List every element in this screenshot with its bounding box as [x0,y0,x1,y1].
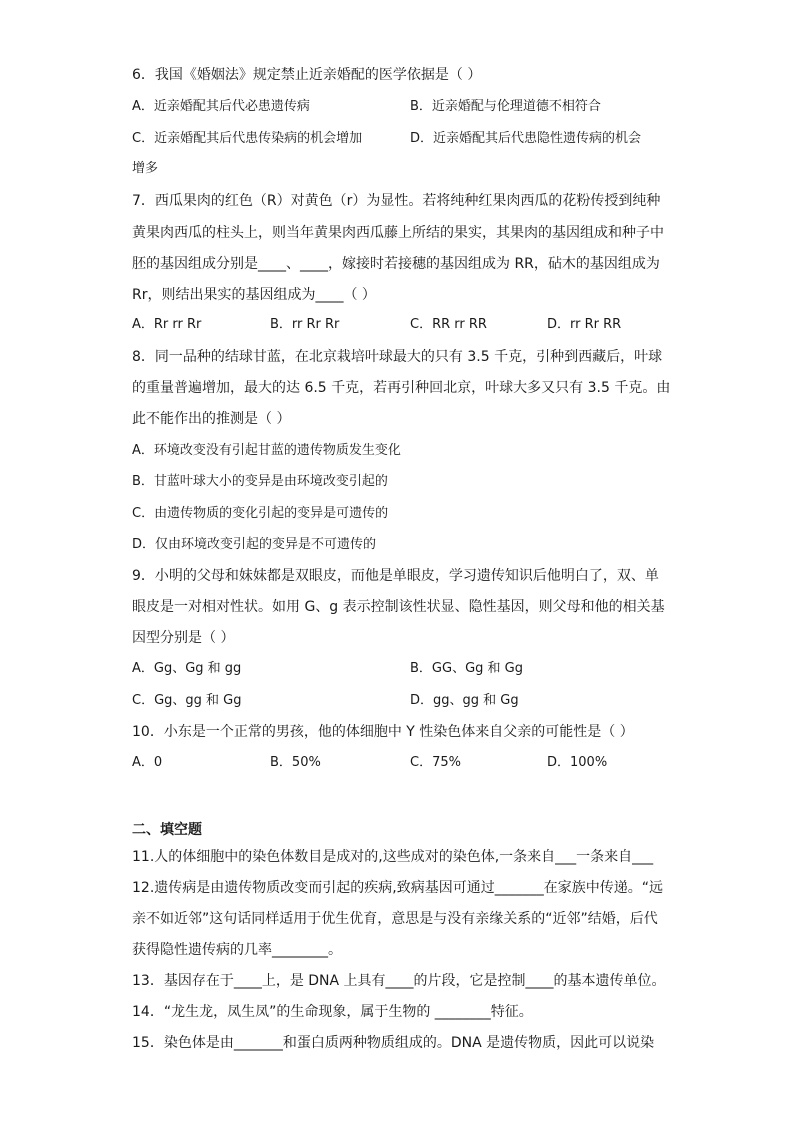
q6-option-b: B．近亲婚配与伦理道德不相符合 [410,99,601,114]
q8-stem-line3: 此不能作出的推测是（ ） [132,411,291,427]
q10-option-a: A．0 [132,755,163,770]
q8-option-a: A．环境改变没有引起甘蓝的遗传物质发生变化 [132,443,401,458]
q9-stem-line2: 眼皮是一对相对性状。如用 G、g 表示控制该性状显、隐性基因，则父母和他的相关基 [132,599,665,615]
q7-option-c: C．RR rr RR [410,317,487,332]
q6-option-d: D．近亲婚配其后代患隐性遗传病的机会 [410,131,642,146]
q7-option-a: A．Rr rr Rr [132,317,202,332]
q12-stem-line1: 12.遗传病是由遗传物质改变而引起的疾病,致病基因可通过_______在家族中传递。“远 [132,880,663,896]
q9-option-a: A．Gg、Gg 和 gg [132,661,242,676]
q7-option-b: B．rr Rr Rr [270,317,340,332]
section-title-fill-in: 二、填空题 [132,822,202,838]
q8-stem-line1: 8．同一品种的结球甘蓝，在北京栽培叶球最大的只有 3.5 千克，引种到西藏后，叶球 [132,349,663,365]
q8-stem-line2: 的重量普遍增加，最大的达 6.5 千克，若再引种回北京，叶球大多又只有 3.5 千克。由 [132,380,671,396]
q7-stem-line3: 胚的基因组成分别是____、____，嫁接时若接穗的基因组成为 RR，砧木的基因组成为 [132,256,660,272]
q15-stem-line1: 15．染色体是由_______和蛋白质两种物质组成的。DNA 是遗传物质，因此可以说染 [132,1035,655,1051]
q7-stem-line4: Rr，则结出果实的基因组成为____（ ） [132,287,376,303]
q9-option-c: C．Gg、gg 和 Gg [132,693,242,708]
q6-option-a: A．近亲婚配其后代必患遗传病 [132,99,310,114]
q12-stem-line3: 获得隐性遗传病的几率________。 [132,942,342,958]
q10-stem: 10．小东是一个正常的男孩，他的体细胞中 Y 性染色体来自父亲的可能性是（ ） [132,724,634,740]
q9-option-b: B．GG、Gg 和 Gg [410,661,523,676]
q7-option-d: D．rr Rr RR [547,317,622,332]
q10-option-c: C．75% [410,755,461,770]
q6-stem: 6．我国《婚姻法》规定禁止近亲婚配的医学依据是（ ） [132,67,482,83]
q9-option-d: D．gg、gg 和 Gg [410,693,519,708]
q7-stem-line2: 黄果肉西瓜的柱头上，则当年黄果肉西瓜藤上所结的果实，其果肉的基因组成和种子中 [132,225,664,241]
q8-option-c: C．由遗传物质的变化引起的变异是可遗传的 [132,506,389,521]
q12-stem-line2: 亲不如近邻”这句话同样适用于优生优育，意思是与没有亲缘关系的“近邻”结婚，后代 [132,911,658,927]
q9-stem-line3: 因型分别是（ ） [132,630,235,646]
q10-option-d: D．100% [547,755,608,770]
q13-stem: 13．基因存在于____上，是 DNA 上具有____的片段，它是控制____的基本遗传单位。 [132,973,666,989]
q14-stem: 14．“龙生龙，凤生凤”的生命现象，属于生物的 ________特征。 [132,1004,533,1020]
q6-option-d-cont: 增多 [132,161,159,176]
q9-stem-line1: 9．小明的父母和妹妹都是双眼皮，而他是单眼皮，学习遗传知识后他明白了，双、单 [132,568,659,584]
q6-option-c: C．近亲婚配其后代患传染病的机会增加 [132,131,363,146]
q8-option-b: B．甘蓝叶球大小的变异是由环境改变引起的 [132,474,388,489]
q7-stem-line1: 7．西瓜果肉的红色（R）对黄色（r）为显性。若将纯种红果肉西瓜的花粉传授到纯种 [132,193,661,209]
q10-option-b: B．50% [270,755,321,770]
q8-option-d: D．仅由环境改变引起的变异是不可遗传的 [132,537,377,552]
q11-stem: 11.人的体细胞中的染色体数目是成对的,这些成对的染色体,一条来自___一条来自___ [132,849,654,865]
